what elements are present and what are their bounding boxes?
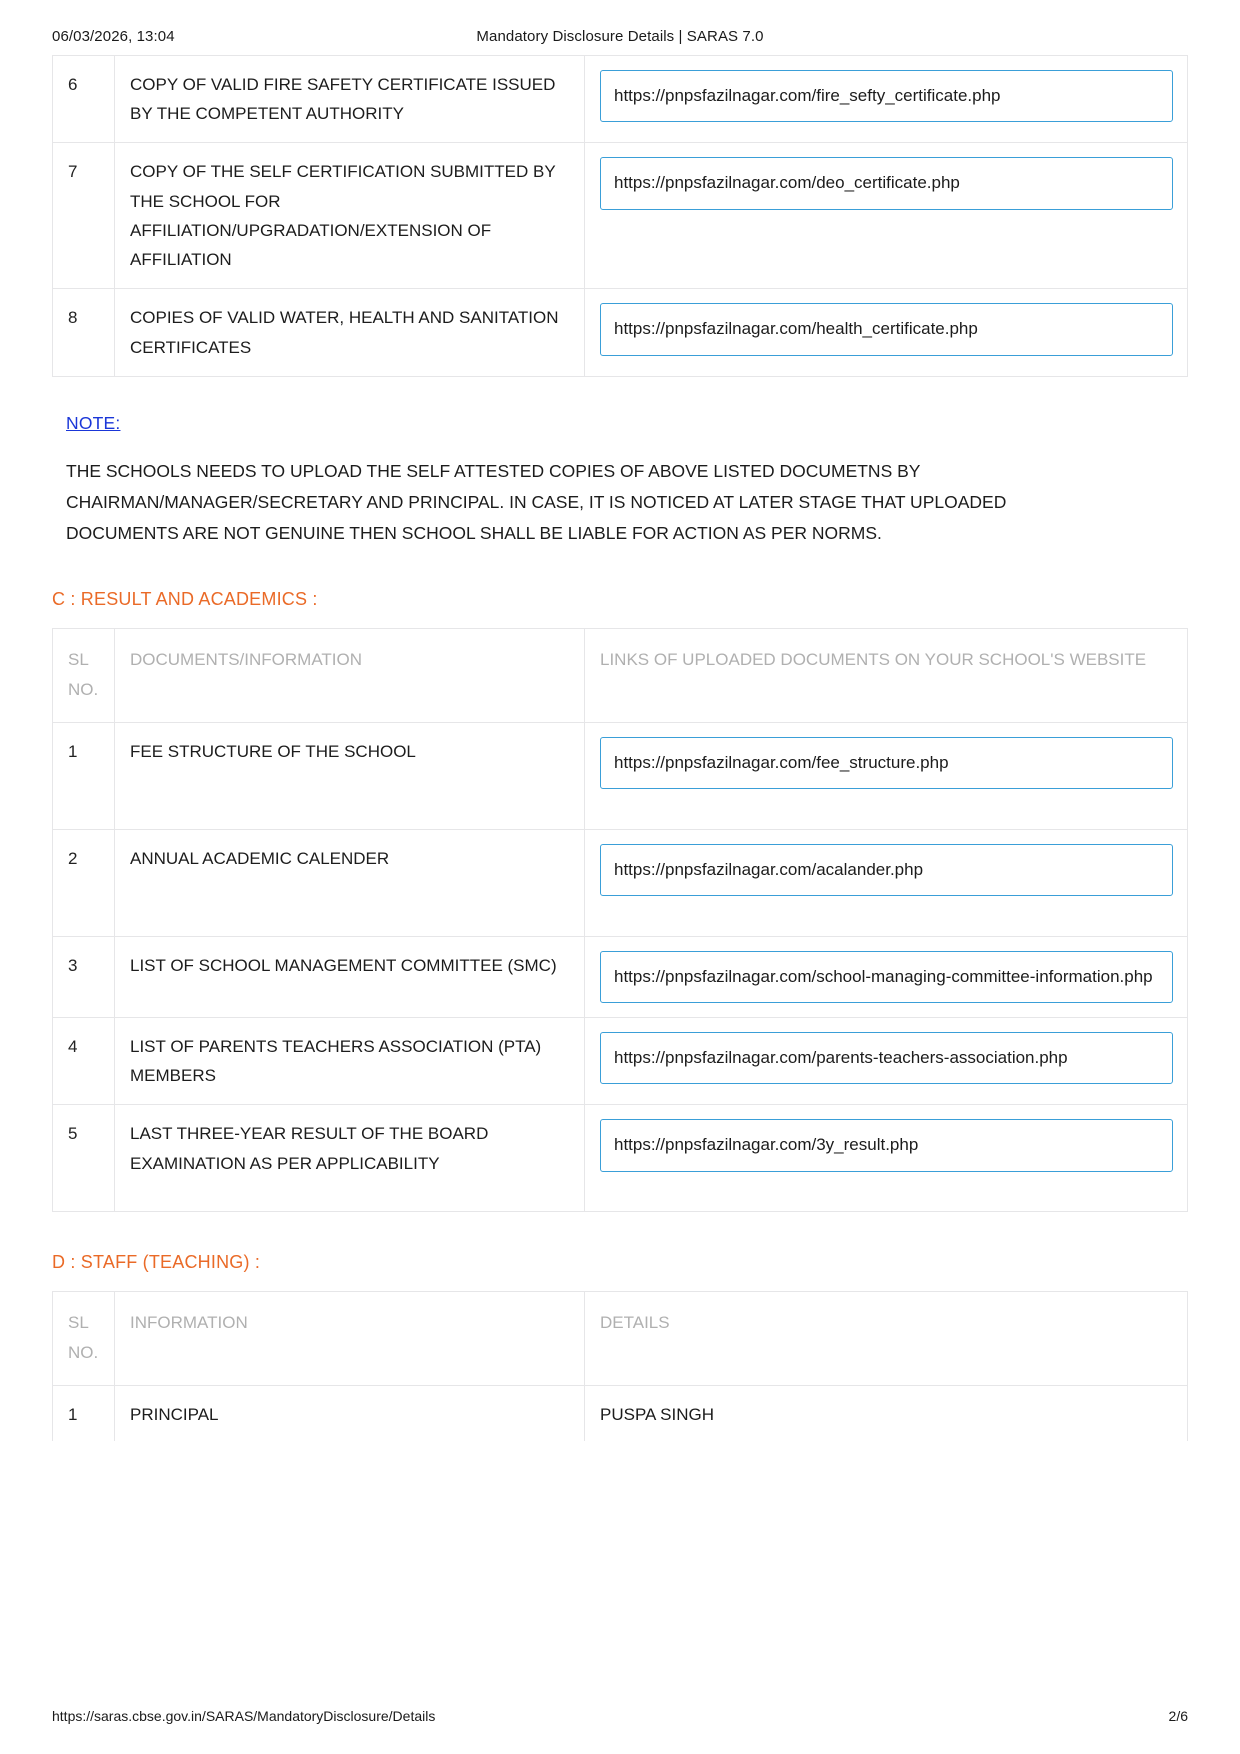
column-header-documents: DOCUMENTS/INFORMATION xyxy=(115,629,585,722)
print-title: Mandatory Disclosure Details | SARAS 7.0 xyxy=(476,28,764,45)
column-header-information: INFORMATION xyxy=(115,1292,585,1385)
row-serial: 8 xyxy=(53,289,115,376)
row-link-cell xyxy=(585,1017,1188,1104)
row-serial: 7 xyxy=(53,143,115,289)
table-section-d-clip xyxy=(52,1291,1188,1441)
row-serial: 5 xyxy=(53,1105,115,1212)
row-serial: 6 xyxy=(53,56,115,143)
row-document: COPIES OF VALID WATER, HEALTH AND SANITATION CERTIFICATES xyxy=(115,289,585,376)
row-details: PUSPA SINGH xyxy=(585,1385,1188,1441)
row-information: PRINCIPAL xyxy=(115,1385,585,1441)
row-link-cell xyxy=(585,289,1188,376)
section-heading-c: C : RESULT AND ACADEMICS : xyxy=(52,589,318,610)
table-header-row xyxy=(53,629,1188,722)
row-serial: 3 xyxy=(53,936,115,1017)
document-link-box[interactable]: https://pnpsfazilnagar.com/parents-teachers-association.php xyxy=(600,1032,1173,1084)
table-row xyxy=(53,829,1188,936)
footer-url: https://saras.cbse.gov.in/SARAS/MandatoryDisclosure/Details xyxy=(52,1708,436,1724)
table-b-continued xyxy=(52,55,1188,377)
row-serial: 1 xyxy=(53,722,115,829)
row-document: LAST THREE-YEAR RESULT OF THE BOARD EXAMINATION AS PER APPLICABILITY xyxy=(115,1105,585,1212)
column-header-sl-no: SL NO. xyxy=(53,629,115,722)
row-serial: 2 xyxy=(53,829,115,936)
footer-page-number: 2/6 xyxy=(1168,1708,1188,1724)
table-row xyxy=(53,1105,1188,1212)
table-row xyxy=(53,1385,1188,1441)
note-block xyxy=(52,377,1188,549)
row-link-cell xyxy=(585,1105,1188,1212)
row-link-cell xyxy=(585,829,1188,936)
row-link-cell xyxy=(585,936,1188,1017)
column-header-sl-no: SL NO. xyxy=(53,1292,115,1385)
row-document: COPY OF THE SELF CERTIFICATION SUBMITTED BY THE SCHOOL FOR AFFILIATION/UPGRADATION/EXTENSION OF AFFILIATION xyxy=(115,143,585,289)
table-row xyxy=(53,56,1188,143)
print-header xyxy=(52,0,1188,55)
document-link-box[interactable]: https://pnpsfazilnagar.com/fire_sefty_certificate.php xyxy=(600,70,1173,122)
table-header-row xyxy=(53,1292,1188,1385)
table-row xyxy=(53,1017,1188,1104)
row-link-cell xyxy=(585,143,1188,289)
table-section-c xyxy=(52,628,1188,1212)
document-link-box[interactable]: https://pnpsfazilnagar.com/fee_structure.php xyxy=(600,737,1173,789)
document-link-box[interactable]: https://pnpsfazilnagar.com/deo_certificate.php xyxy=(600,157,1173,209)
table-row xyxy=(53,722,1188,829)
column-header-links: LINKS OF UPLOADED DOCUMENTS ON YOUR SCHOOL'S WEBSITE xyxy=(585,629,1188,722)
row-link-cell xyxy=(585,56,1188,143)
note-label: NOTE: xyxy=(66,412,121,433)
document-link-box[interactable]: https://pnpsfazilnagar.com/acalander.php xyxy=(600,844,1173,896)
row-serial: 4 xyxy=(53,1017,115,1104)
row-document: FEE STRUCTURE OF THE SCHOOL xyxy=(115,722,585,829)
table-row xyxy=(53,289,1188,376)
row-serial: 1 xyxy=(53,1385,115,1441)
row-document: LIST OF PARENTS TEACHERS ASSOCIATION (PTA) MEMBERS xyxy=(115,1017,585,1104)
document-link-box[interactable]: https://pnpsfazilnagar.com/school-managing-committee-information.php xyxy=(600,951,1173,1003)
table-section-d xyxy=(52,1291,1188,1441)
note-text: THE SCHOOLS NEEDS TO UPLOAD THE SELF ATTESTED COPIES OF ABOVE LISTED DOCUMETNS BY CHAIRMAN/MANAGER/SECRETARY AND PRINCIPAL. IN CASE, IT IS NOTICED AT LATER STAGE THAT UPLOADED DOCUMENTS ARE NOT GENUINE THEN SCHOOL SHALL BE LIABLE FOR ACTION AS PER NORMS. xyxy=(66,460,1007,544)
row-document: COPY OF VALID FIRE SAFETY CERTIFICATE ISSUED BY THE COMPETENT AUTHORITY xyxy=(115,56,585,143)
document-link-box[interactable]: https://pnpsfazilnagar.com/3y_result.php xyxy=(600,1119,1173,1171)
row-link-cell xyxy=(585,722,1188,829)
section-heading-d: D : STAFF (TEACHING) : xyxy=(52,1252,261,1273)
column-header-details: DETAILS xyxy=(585,1292,1188,1385)
document-link-box[interactable]: https://pnpsfazilnagar.com/health_certificate.php xyxy=(600,303,1173,355)
row-document: ANNUAL ACADEMIC CALENDER xyxy=(115,829,585,936)
table-row xyxy=(53,936,1188,1017)
row-document: LIST OF SCHOOL MANAGEMENT COMMITTEE (SMC) xyxy=(115,936,585,1017)
print-timestamp: 06/03/2026, 13:04 xyxy=(52,28,175,45)
table-row xyxy=(53,143,1188,289)
print-footer xyxy=(52,1708,1188,1724)
